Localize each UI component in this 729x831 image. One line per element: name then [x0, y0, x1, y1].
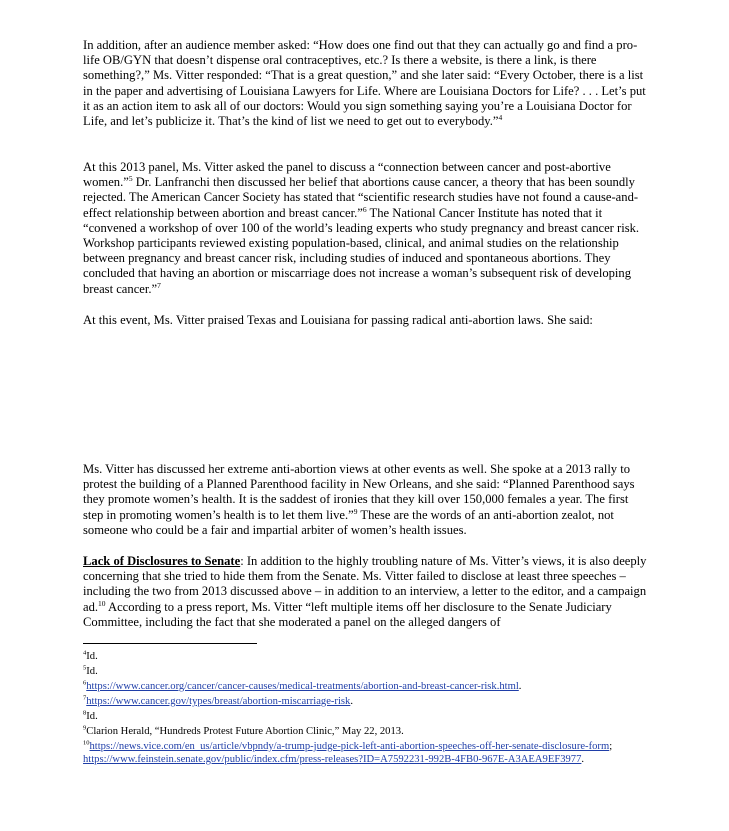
paragraph-text: At this 2013 panel, Ms. Vitter asked the panel to discuss a “connection between cancer and post-abortive women.” [83, 160, 611, 190]
paragraph-text: Ms. Vitter has discussed her extreme anti-abortion views at other events as well. She spoke at a 2013 rally to protest the building of a Planned Parenthood facility in New Orleans, and she said: “Planned Parenthood says they promote women’s health. It is the saddest of ironies that they kill over 150,000 females a year. The first step in promoting women’s health is to let them live.” [83, 462, 635, 522]
footnote-link[interactable]: https://www.cancer.gov/types/breast/abortion-miscarriage-risk [86, 695, 351, 707]
paragraph-text: : In addition to the highly troubling nature of Ms. Vitter’s views, it is also deeply concerning that she tried to hide them from the Senate. Ms. Vitter failed to disclose at least three speeches – including the two from 2013 discussed above – in addition to an interview, a letter to the editor, and a campaign ad. [83, 554, 647, 614]
footnote-number: 10 [83, 739, 90, 747]
paragraph-text: In addition, after an audience member asked: “How does one find out that they can actually go and find a pro-life OB/GYN that doesn’t dispense oral contraceptives, etc.? Is there a website, is there a link, is there something?,” Ms. Vitter responded: “That is a great question,” and she later said: “Every October, there is a list in the paper and advertising of Louisiana Lawyers for Life. Where are Louisiana Doctors for Life? . . . Let’s put it as an action item to ask all of our doctors: Would you sign something saying you’re a Louisiana Doctor for Life, and let’s publicize it. That’s the kind of list we need to get out to everybody.” [83, 38, 646, 129]
footnotes [83, 650, 649, 768]
paragraph-texas-louisiana [83, 313, 649, 328]
footnote-item [83, 650, 649, 663]
footnote-ref[interactable]: 5 [128, 174, 133, 184]
footnote-punct: . [350, 695, 353, 707]
footnote-item [83, 710, 649, 723]
footnote-text: Clarion Herald, “Hundreds Protest Future Abortion Clinic,” May 22, 2013. [86, 725, 404, 737]
footnote-item [83, 665, 649, 678]
footnote-text: Id. [86, 651, 98, 662]
paragraph-text: Dr. Lanfranchi then discussed her belief that abortions cause cancer, a theory that has been soundly rejected. The American Cancer Society has stated that “scientific research studies have not found a cause-and-effect relationship between abortion and breast cancer.” [83, 175, 639, 220]
footnote-link[interactable]: https://www.feinstein.senate.gov/public/index.cfm/press-releases?ID=A7592231-992B-4FB0-967E-A3AEA9EF3977 [83, 754, 582, 765]
footnote-ref[interactable]: 4 [498, 112, 503, 122]
footnote-number: 4 [83, 649, 87, 657]
footnote-number: 6 [83, 679, 87, 687]
footnote-item [83, 740, 649, 766]
paragraph-rally [83, 462, 649, 538]
footnote-number: 7 [83, 694, 87, 702]
footnote-ref[interactable]: 9 [353, 506, 358, 516]
paragraph-pro-life-doctors [83, 38, 649, 129]
section-heading: Lack of Disclosures to Senate [83, 554, 241, 568]
footnote-ref[interactable]: 7 [157, 280, 161, 290]
paragraph-disclosures [83, 554, 649, 630]
paragraph-text: These are the words of an anti-abortion zealot, not someone who could be a fair and impartial arbiter of women’s health issues. [83, 507, 614, 537]
footnote-punct: . [518, 680, 522, 692]
footnote-ref[interactable]: 6 [362, 204, 367, 214]
footnote-number: 8 [83, 709, 87, 717]
footnote-item [83, 680, 649, 693]
footnote-text: Id. [86, 665, 98, 677]
footnote-number: 9 [83, 724, 87, 732]
footnote-divider [83, 643, 257, 644]
paragraph-text: At this event, Ms. Vitter praised Texas and Louisiana for passing radical anti-abortion laws. She said: [83, 313, 593, 327]
paragraph-text: The National Cancer Institute has noted that it “convened a workshop of over 100 of the world’s leading experts who study pregnancy and breast cancer risk. Workshop participants reviewed existing population-based, clinical, and animal studies on the relationship between pregnancy and breast cancer risk, including studies of induced and spontaneous abortions. They concluded that having an abortion or miscarriage does not increase a woman’s subsequent risk of developing breast cancer.” [83, 205, 640, 296]
footnote-ref[interactable]: 10 [98, 598, 106, 608]
footnote-link[interactable]: https://news.vice.com/en_us/article/vbpndy/a-trump-judge-pick-left-anti-abortion-speeches-off-her-senate-disclosure-form [89, 740, 610, 752]
footnote-punct: ; [609, 740, 613, 752]
footnote-text: Id. [86, 710, 98, 722]
footnote-item [83, 725, 649, 738]
footnote-punct: . [581, 754, 585, 765]
paragraph-text: According to a press report, Ms. Vitter “left multiple items off her disclosure to the Senate Judiciary Committee, including the fact that she moderated a panel on the alleged dangers of [83, 599, 612, 629]
footnote-number: 5 [83, 664, 87, 672]
footnote-item [83, 695, 649, 708]
footnote-link[interactable]: https://www.cancer.org/cancer/cancer-causes/medical-treatments/abortion-and-breast-cancer-risk.html [86, 680, 519, 692]
paragraph-cancer-panel [83, 160, 649, 297]
